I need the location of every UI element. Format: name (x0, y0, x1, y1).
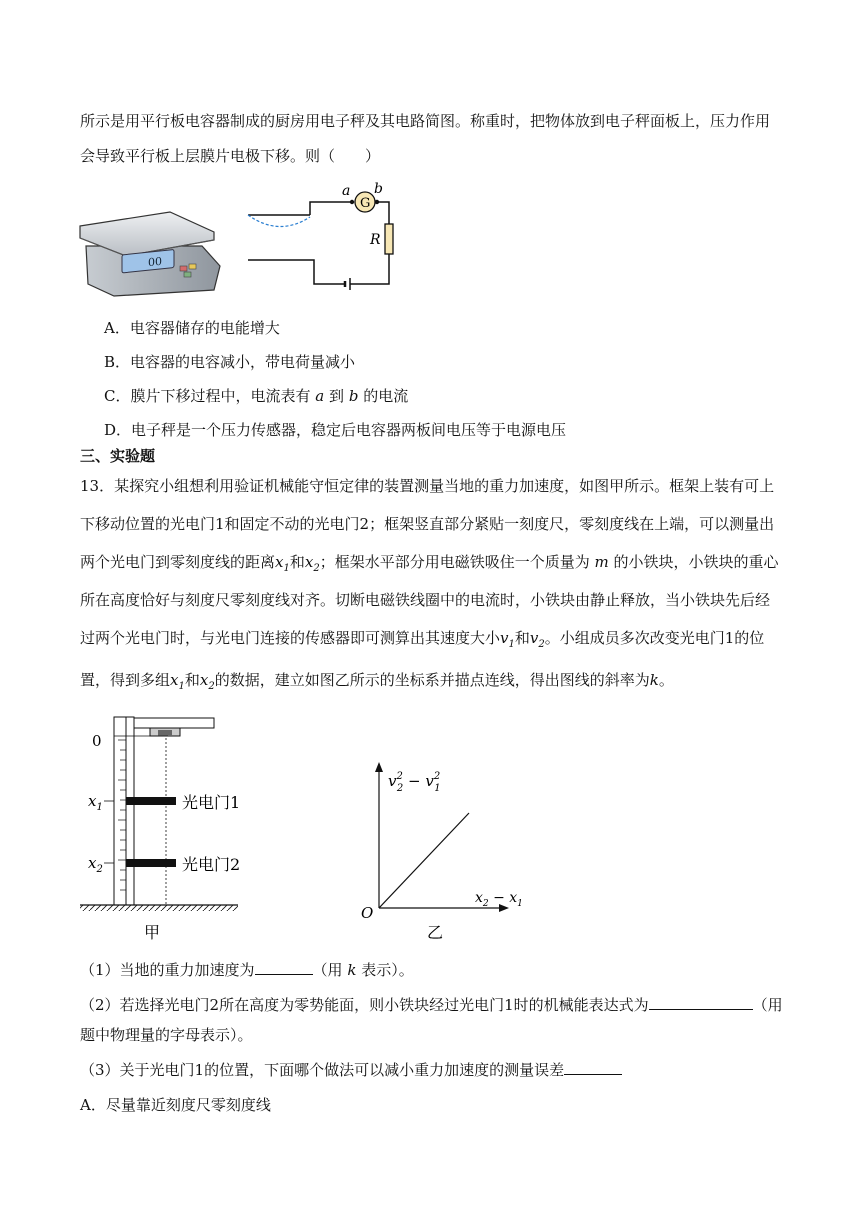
var-x1: $x_1$ (170, 671, 185, 692)
figure-yi-graph (355, 760, 523, 950)
q13-l3-a: 两个光电门到零刻度线的距离 (80, 553, 276, 571)
figure-yi-caption: 乙 (427, 923, 444, 942)
q13-l6-a: 置，得到多组 (80, 671, 171, 689)
q1-text: （1）当地的重力加速度为 (80, 961, 255, 979)
var-a: a (315, 387, 325, 405)
label-b: b (374, 181, 383, 197)
option-c (104, 386, 408, 406)
circuit-diagram (246, 182, 406, 297)
option-a-text: 电容器储存的电能增大 (129, 319, 280, 337)
scale-display-value: 00 (148, 254, 162, 270)
electronic-scale-figure (74, 204, 224, 300)
x1-label: $x_1$ (88, 792, 103, 813)
zero-label: 0 (92, 732, 102, 750)
figure-jia-apparatus (78, 712, 278, 950)
option-a-label: A． (104, 319, 130, 337)
gate-2-label: 光电门2 (182, 855, 241, 874)
deformed-membrane (248, 215, 310, 227)
option-c-text-2: 到 (329, 387, 345, 405)
q13-l3-c: ；框架水平部分用电磁铁吸住一个质量为 (319, 553, 590, 571)
q2-text-b: （用 (752, 996, 783, 1014)
scale-button-1 (180, 266, 187, 271)
origin-label: O (361, 904, 374, 922)
q1-answer-blank[interactable] (255, 960, 313, 975)
intro-line-2: 会导致平行板上层膜片电极下移。则（ ） (80, 147, 381, 165)
sub-question-2-cont: 题中物理量的字母表示）。 (80, 1026, 253, 1044)
option-d-text: 电子秤是一个压力传感器，稳定后电容器两板间电压等于电源电压 (131, 421, 567, 439)
photogate-2 (126, 859, 176, 867)
q2-text: （2）若选择光电门2所在高度为零势能面，则小铁块经过光电门1时的机械能表达式为 (80, 996, 649, 1014)
q13-l6-b: 和 (184, 671, 200, 689)
option-c-text-3: 的电流 (363, 387, 409, 405)
q13-line-2: 下移动位置的光电门1和固定不动的光电门2；框架竖直部分紧贴一刻度尺，零刻度线在上端，可以测量出 (80, 515, 775, 533)
var-x1: $x_1$ (275, 553, 290, 574)
q3-text: （3）关于光电门1的位置，下面哪个做法可以减小重力加速度的测量误差 (80, 1061, 565, 1079)
option-c-text-1: 膜片下移过程中，电流表有 (130, 387, 311, 405)
sub-question-1 (80, 960, 414, 980)
photogate-1 (126, 797, 176, 805)
iron-block (158, 730, 172, 736)
q13-line-1: 13．某探究小组想利用验证机械能守恒定律的装置测量当地的重力加速度，如图甲所示。框架上装有可上 (80, 477, 775, 495)
x-axis-label: $x_2 - x_1$ (475, 890, 523, 909)
option-c-label: C． (104, 387, 131, 405)
var-v1: $v_1$ (500, 629, 515, 650)
option-a (104, 318, 280, 338)
var-k: k (649, 671, 659, 689)
q13-line-6 (80, 670, 674, 697)
var-k: k (347, 961, 357, 979)
option-d (104, 420, 566, 440)
q1-text-c: 表示）。 (361, 961, 414, 979)
q13-l5-c: 。小组成员多次改变光电门1的位 (544, 629, 765, 647)
resistor-label: R (370, 232, 381, 248)
q13-line-4: 所在高度恰好与刻度尺零刻度线对齐。切断电磁铁线圈中的电流时，小铁块由静止释放，当小铁块先后经 (80, 591, 771, 609)
gate-1-label: 光电门1 (182, 793, 241, 812)
q13-l5-a: 过两个光电门时，与光电门连接的传感器即可测算出其速度大小 (80, 629, 501, 647)
x2-label: $x_2$ (88, 854, 103, 875)
q2-answer-blank[interactable] (649, 995, 753, 1010)
q13-l5-b: 和 (514, 629, 530, 647)
section-title: 三、实验题 (80, 447, 156, 465)
q3-answer-blank[interactable] (564, 1060, 622, 1075)
q13-l6-c: 的数据，建立如图乙所示的坐标系并描点连线，得出图线的斜率为 (214, 671, 650, 689)
q13-l3-d: 的小铁块，小铁块的重心 (613, 553, 779, 571)
frame-horizontal (134, 718, 214, 728)
frame-vertical (126, 717, 134, 905)
var-m: m (594, 553, 609, 571)
scale-button-3 (184, 272, 191, 277)
intro-line-1: 所示是用平行板电容器制成的厨房用电子秤及其电路简图。称重时，把物体放到电子秤面板上，压力作用 (80, 112, 771, 130)
var-x2: $x_2$ (199, 671, 215, 692)
q13-line-5 (80, 628, 764, 655)
sub-question-2 (80, 995, 783, 1015)
sub-question-3 (80, 1060, 622, 1080)
scale-button-2 (189, 264, 196, 269)
ruler (114, 717, 126, 905)
data-line (379, 813, 469, 908)
label-a: a (342, 183, 351, 199)
q13-l6-d: 。 (658, 671, 674, 689)
q13-l3-b: 和 (289, 553, 305, 571)
figure-jia-caption: 甲 (144, 923, 161, 942)
option-b (104, 352, 355, 372)
galvanometer-label: G (360, 196, 371, 211)
var-v2: $v_2$ (529, 629, 545, 650)
y-axis-label: $v^2$ $2 - v^2$ 1 (388, 771, 441, 794)
option-b-label: B． (104, 353, 131, 371)
option-d-label: D． (104, 421, 132, 439)
var-x2: $x_2$ (304, 553, 320, 574)
q13-line-3 (80, 552, 779, 579)
node-a (350, 200, 354, 204)
resistor (385, 224, 393, 254)
q1-text-b: （用 (312, 961, 343, 979)
option-b-text: 电容器的电容减小，带电荷量减小 (130, 353, 356, 371)
q3-option-a: A．尽量靠近刻度尺零刻度线 (80, 1096, 271, 1114)
var-b: b (348, 387, 359, 405)
